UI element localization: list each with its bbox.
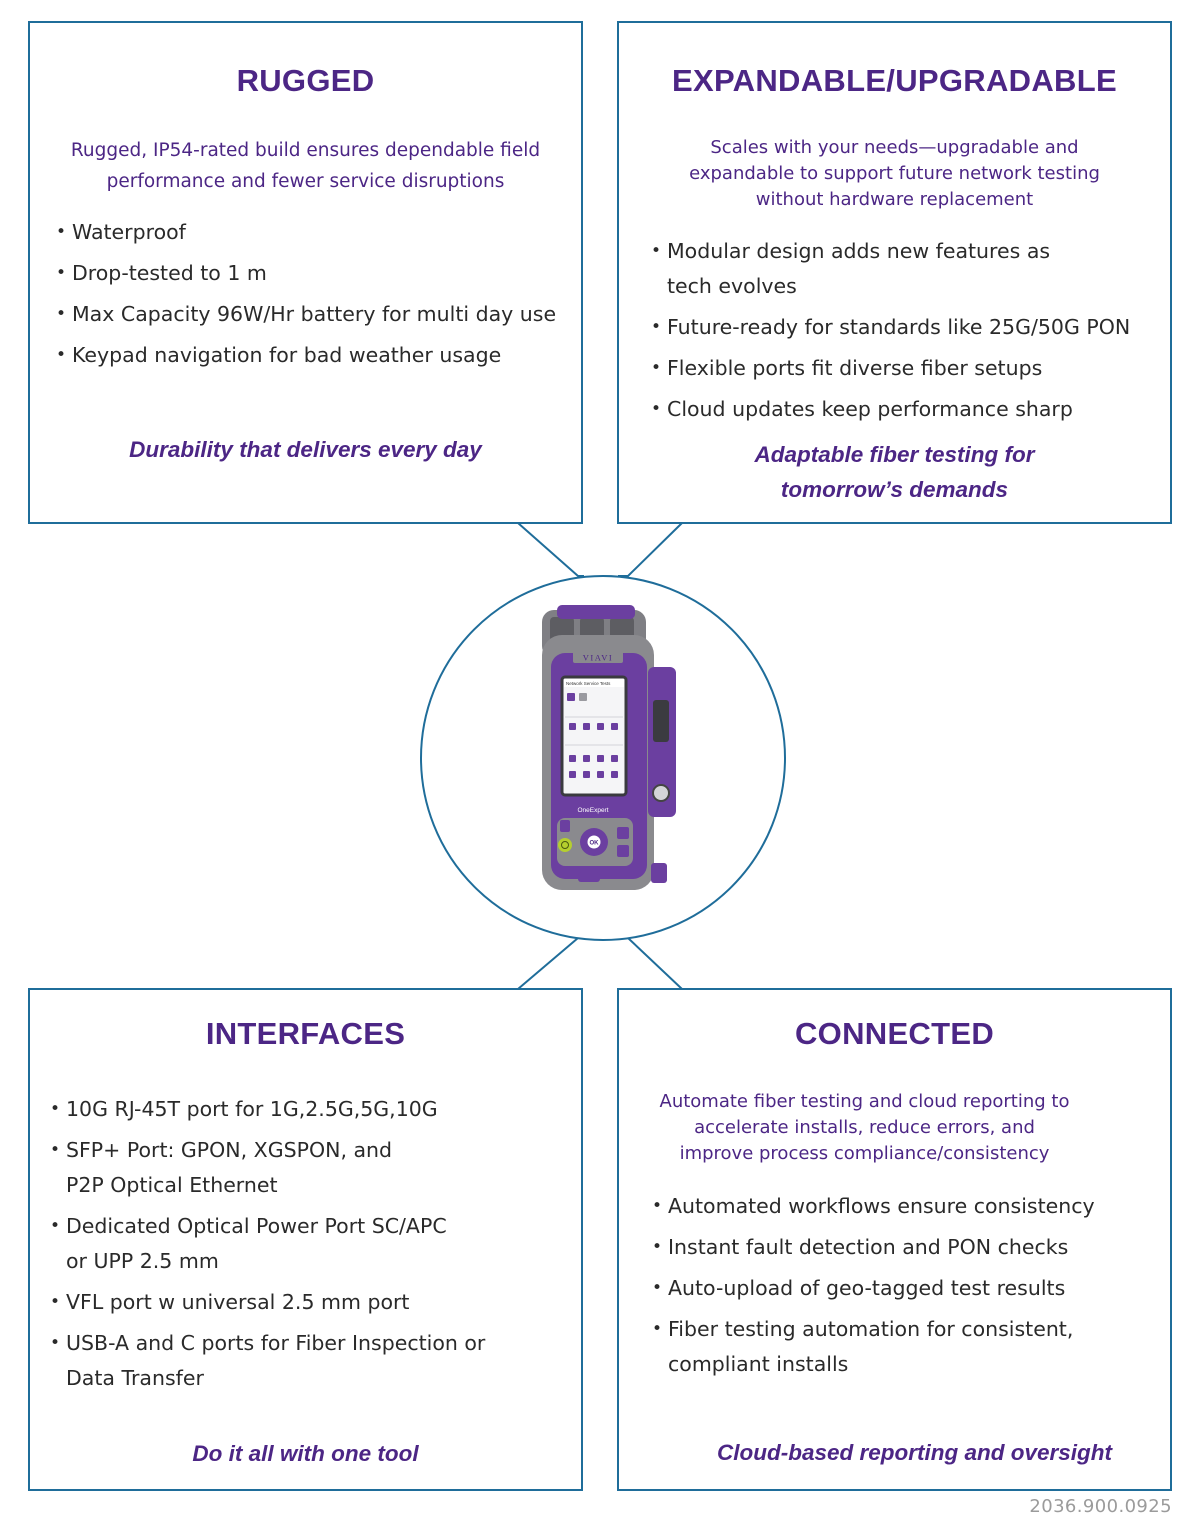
- list-item: • 10G RJ-45T port for 1G,2.5G,5G,10G: [50, 1092, 475, 1127]
- expandable-heading: EXPANDABLE/UPGRADABLE: [672, 63, 1117, 98]
- list-item: • Flexible ports fit diverse fiber setups: [651, 351, 1141, 386]
- device-ok-label: OK: [589, 840, 599, 847]
- connector-top-right: [618, 523, 682, 576]
- part-number: 2036.900.0925: [1029, 1496, 1172, 1517]
- expandable-panel: [617, 21, 1172, 524]
- interfaces-panel: [28, 988, 583, 1491]
- list-item: • USB-A and C ports for Fiber Inspection or Data Transfer: [50, 1326, 486, 1396]
- list-item: • Max Capacity 96W/Hr battery for multi day use: [56, 297, 566, 332]
- interfaces-tagline: Do it all with one tool: [192, 1441, 419, 1466]
- device-model-label: OneExpert: [577, 807, 609, 814]
- connector-bottom-left: [518, 938, 584, 989]
- rugged-subtitle: Rugged, IP54-rated build ensures dependable field performance and fewer service disruptions: [70, 140, 541, 192]
- rugged-panel: [28, 21, 583, 524]
- rugged-tagline: Durability that delivers every day: [129, 437, 482, 462]
- list-item: • SFP+ Port: GPON, XGSPON, and P2P Optical Ethernet: [50, 1133, 416, 1203]
- list-item: • Drop-tested to 1 m: [56, 256, 566, 291]
- oneexpert-device-image: [535, 605, 685, 895]
- list-item: • Automated workflows ensure consistency: [652, 1189, 1142, 1224]
- list-item: • Instant fault detection and PON checks: [652, 1230, 1142, 1265]
- connector-top-left: [518, 523, 584, 576]
- rugged-bullet-list: [56, 215, 566, 379]
- device-brand-label: VIAVI: [582, 652, 614, 663]
- list-item: • Dedicated Optical Power Port SC/APC or UPP 2.5 mm: [50, 1209, 461, 1279]
- connected-tagline: Cloud-based reporting and oversight: [716, 1440, 1113, 1465]
- expandable-subtitle: Scales with your needs—upgradable and expandable to support future network testing without hardware replacement: [689, 137, 1100, 210]
- list-item: • Waterproof: [56, 215, 566, 250]
- connected-heading: CONNECTED: [794, 1016, 995, 1051]
- connected-panel: [617, 988, 1172, 1491]
- expandable-bullet-list: [651, 234, 1141, 433]
- list-item: • Modular design adds new features as tech evolves: [651, 234, 1067, 304]
- interfaces-heading: INTERFACES: [205, 1016, 406, 1051]
- list-item: • Future-ready for standards like 25G/50G PON: [651, 310, 1141, 345]
- connector-bottom-right: [618, 938, 682, 989]
- list-item: • Cloud updates keep performance sharp: [651, 392, 1141, 427]
- list-item: • VFL port w universal 2.5 mm port: [50, 1285, 475, 1320]
- rugged-heading: RUGGED: [236, 63, 375, 98]
- connected-subtitle: Automate fiber testing and cloud reporting to accelerate installs, reduce errors, and improve process compliance/consistency: [659, 1091, 1070, 1164]
- connected-bullet-list: [652, 1189, 1142, 1388]
- list-item: • Keypad navigation for bad weather usage: [56, 338, 566, 373]
- device-screen-title: Network Service Tests: [566, 681, 611, 686]
- expandable-tagline: Adaptable fiber testing for tomorrow’s demands: [754, 442, 1035, 502]
- interfaces-bullet-list: [50, 1092, 486, 1402]
- list-item: • Auto-upload of geo-tagged test results: [652, 1271, 1142, 1306]
- list-item: • Fiber testing automation for consistent, compliant installs: [652, 1312, 1108, 1382]
